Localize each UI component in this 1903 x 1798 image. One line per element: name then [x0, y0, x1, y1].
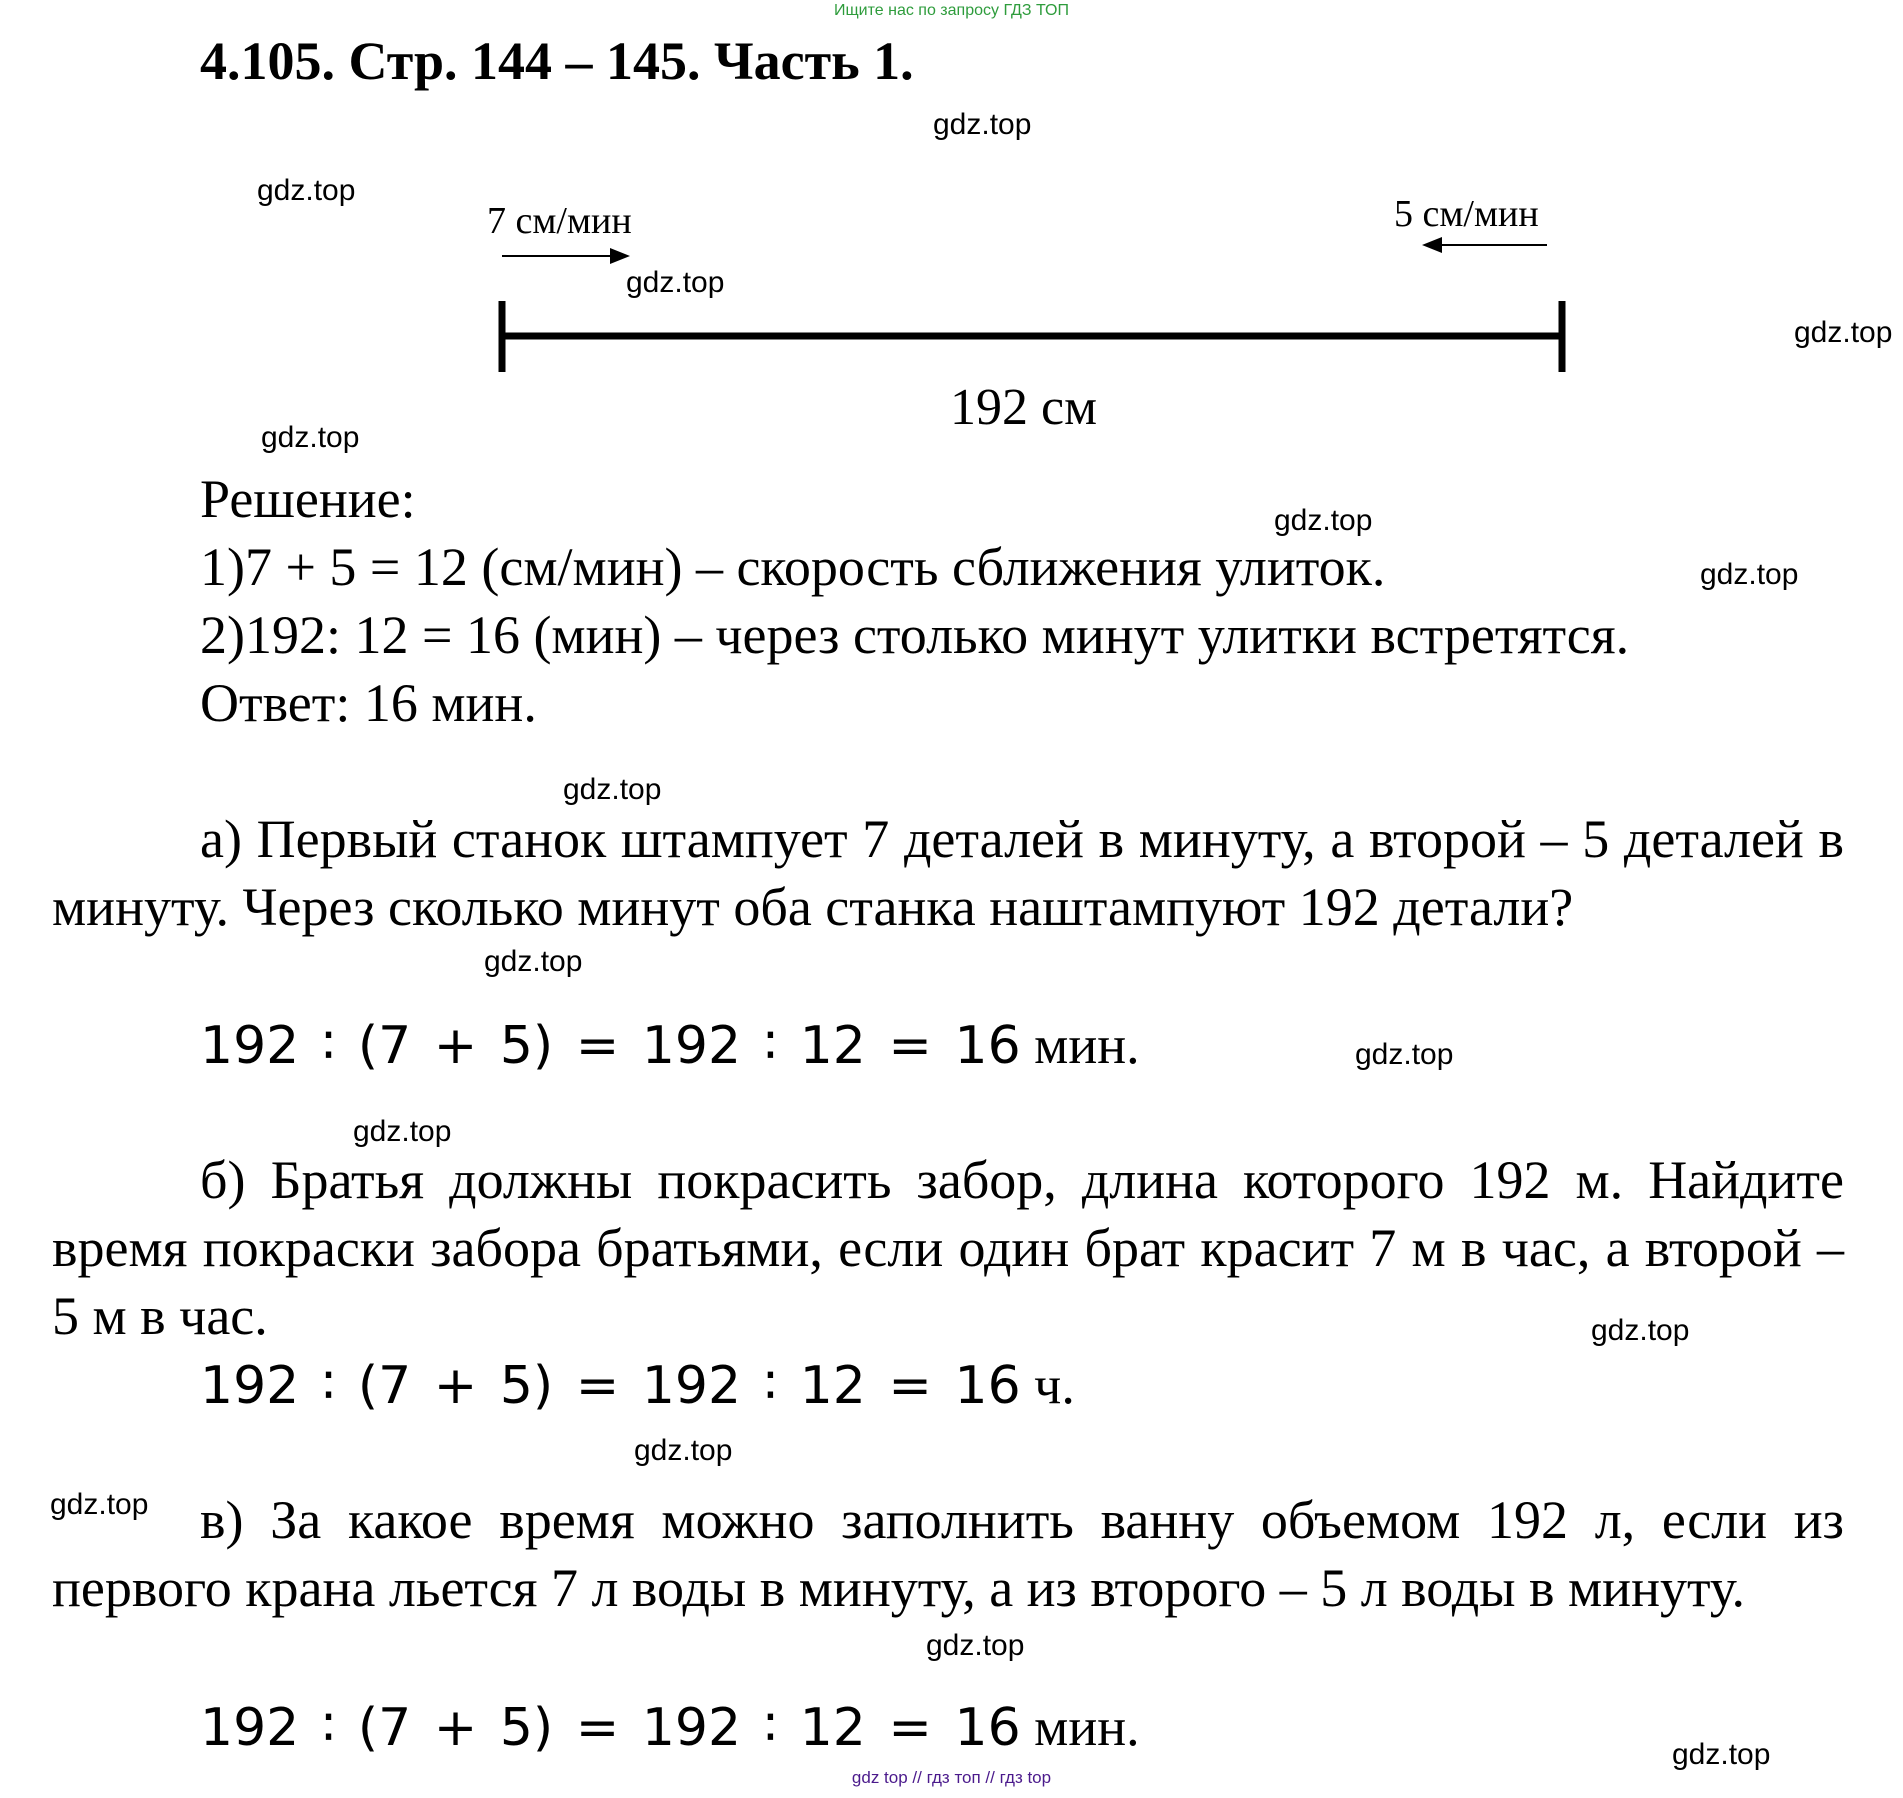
problem-b-unit: ч. — [1020, 1355, 1075, 1415]
top-banner[interactable]: Ищите нас по запросу ГДЗ ТОП — [834, 2, 1069, 19]
watermark: gdz.top — [1794, 316, 1893, 349]
problem-a-unit: мин. — [1020, 1015, 1140, 1075]
problem-c-expression: 192 ∶ (7 + 5) = 192 ∶ 12 = 16 — [200, 1698, 1021, 1758]
problem-a-expression: 192 ∶ (7 + 5) = 192 ∶ 12 = 16 — [200, 1016, 1021, 1076]
watermark: gdz.top — [261, 421, 360, 454]
right-speed-label: 5 см/мин — [1394, 193, 1539, 235]
watermark: gdz.top — [926, 1629, 1025, 1662]
watermark: gdz.top — [1672, 1738, 1771, 1771]
problem-a-formula — [200, 1015, 1140, 1076]
snail-diagram — [0, 0, 1903, 460]
watermark: gdz.top — [563, 773, 662, 806]
watermark: gdz.top — [626, 266, 725, 299]
watermark: gdz.top — [1591, 1314, 1690, 1347]
watermark: gdz.top — [1700, 558, 1799, 591]
watermark: gdz.top — [257, 174, 356, 207]
solution-answer: Ответ: 16 мин. — [200, 673, 537, 733]
watermark: gdz.top — [484, 945, 583, 978]
problem-b-formula — [200, 1355, 1075, 1416]
right-arrow-icon — [502, 248, 630, 264]
distance-segment — [502, 301, 1562, 372]
left-arrow-icon — [1422, 237, 1547, 253]
solution-heading: Решение: — [200, 469, 416, 529]
watermark: gdz.top — [50, 1488, 149, 1521]
problem-c-unit: мин. — [1020, 1697, 1140, 1757]
watermark: gdz.top — [634, 1434, 733, 1467]
watermark: gdz.top — [1355, 1038, 1454, 1071]
distance-label: 192 см — [950, 379, 1097, 436]
footer-links[interactable]: gdz top // гдз топ // гдз top — [851, 1768, 1052, 1787]
left-speed-label: 7 см/мин — [487, 200, 632, 242]
watermark: gdz.top — [353, 1115, 452, 1148]
problem-c-formula — [200, 1697, 1140, 1758]
problem-c-text: в) За какое время можно заполнить ванну объемом 192 л, если из первого крана льется 7 л воды в минуту, а из второго – 5 л воды в минуту. — [52, 1490, 1844, 1618]
solution-step-2: 2)192: 12 = 16 (мин) – через столько минут улитки встретятся. — [200, 605, 1630, 665]
problem-b-text: б) Братья должны покрасить забор, длина которого 192 м. Найдите время покраски забора братьями, если один брат красит 7 м в час, а второй – 5 м в час. — [52, 1150, 1844, 1346]
watermark: gdz.top — [1274, 504, 1373, 537]
watermark: gdz.top — [933, 108, 1032, 141]
problem-a-text: а) Первый станок штампует 7 деталей в минуту, а второй – 5 деталей в минуту. Через сколько минут оба станка наштампуют 192 детали? — [52, 809, 1844, 937]
page-title: 4.105. Стр. 144 – 145. Часть 1. — [200, 31, 914, 91]
solution-step-1: 1)7 + 5 = 12 (см/мин) – скорость сближения улиток. — [200, 537, 1386, 597]
problem-b-expression: 192 ∶ (7 + 5) = 192 ∶ 12 = 16 — [200, 1356, 1021, 1416]
